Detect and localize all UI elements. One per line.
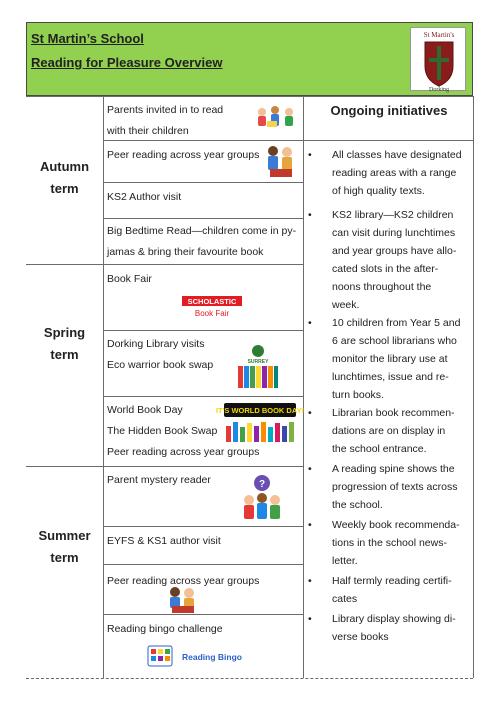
- overview-title: Reading for Pleasure Overview: [31, 55, 223, 70]
- school-crest: [410, 27, 466, 91]
- spring-activity-3: World Book Day The Hidden Book Swap Peer reading across year groups: [107, 404, 260, 458]
- spring-activity-2: Dorking Library visits Eco warrior book swap: [107, 338, 214, 371]
- term-spring: Spring term: [43, 325, 86, 362]
- summer-activity-2: EYFS & KS1 author visit: [107, 535, 221, 547]
- school-name: St Martin’s School: [31, 31, 144, 46]
- world-book-day-banner: IT'S WORLD BOOK DAY!: [215, 406, 305, 415]
- spring-summer-divider: [26, 466, 303, 467]
- row-divider: [103, 564, 303, 565]
- surrey-libraries-logo: [236, 344, 280, 390]
- row-divider: [103, 218, 303, 219]
- table-top-border: [26, 96, 473, 97]
- header-banner: [26, 22, 473, 96]
- reading-bingo-logo-text: Reading Bingo: [182, 652, 242, 662]
- autumn-activity-1: Parents invited in to read with their children: [107, 104, 224, 137]
- column-divider: [103, 96, 104, 678]
- crest-text-bottom: Dorking: [429, 87, 449, 93]
- scholastic-logo-text: SCHOLASTIC: [187, 297, 237, 306]
- table-right-border: [473, 96, 474, 678]
- crest-text-top: St Martin's: [423, 31, 455, 39]
- reading-bingo-logo: [146, 644, 242, 670]
- scholastic-book-fair-logo: [180, 296, 244, 320]
- crest-icon: [411, 28, 467, 92]
- column-divider: [303, 96, 304, 678]
- row-divider: [103, 526, 303, 527]
- book-fair-logo-text: Book Fair: [194, 309, 230, 318]
- row-divider: [103, 330, 303, 331]
- row-divider: [103, 396, 303, 397]
- autumn-activity-2: Peer reading across year groups: [107, 149, 260, 161]
- family-reading-icon: [255, 104, 299, 130]
- table-bottom-border: [26, 678, 473, 679]
- summer-activity-4: Reading bingo challenge: [107, 623, 223, 635]
- peer-reading-icon: [262, 143, 298, 181]
- term-autumn: Autumn term: [39, 159, 90, 196]
- surrey-logo-text: SURREY: [247, 359, 269, 365]
- row-divider: [103, 182, 303, 183]
- summer-activity-3: Peer reading across year groups: [107, 575, 260, 587]
- term-summer: Summer term: [38, 528, 91, 565]
- world-book-day-logo: [215, 402, 305, 444]
- ongoing-header-divider: [303, 140, 473, 141]
- summer-activity-1: Parent mystery reader: [107, 474, 211, 486]
- autumn-spring-divider: [26, 264, 303, 265]
- mystery-reader-icon: [236, 474, 288, 522]
- row-divider: [103, 614, 303, 615]
- spring-activity-1: Book Fair: [107, 273, 152, 285]
- row-divider: [103, 140, 303, 141]
- autumn-activity-3: KS2 Author visit: [107, 191, 182, 203]
- autumn-activity-4: Big Bedtime Read—children come in py- jamas & bring their favourite book: [107, 225, 297, 258]
- peer-reading-icon-2: [164, 586, 200, 614]
- ongoing-initiatives-heading: Ongoing initiatives: [330, 103, 448, 118]
- svg-text:?: ?: [258, 479, 266, 490]
